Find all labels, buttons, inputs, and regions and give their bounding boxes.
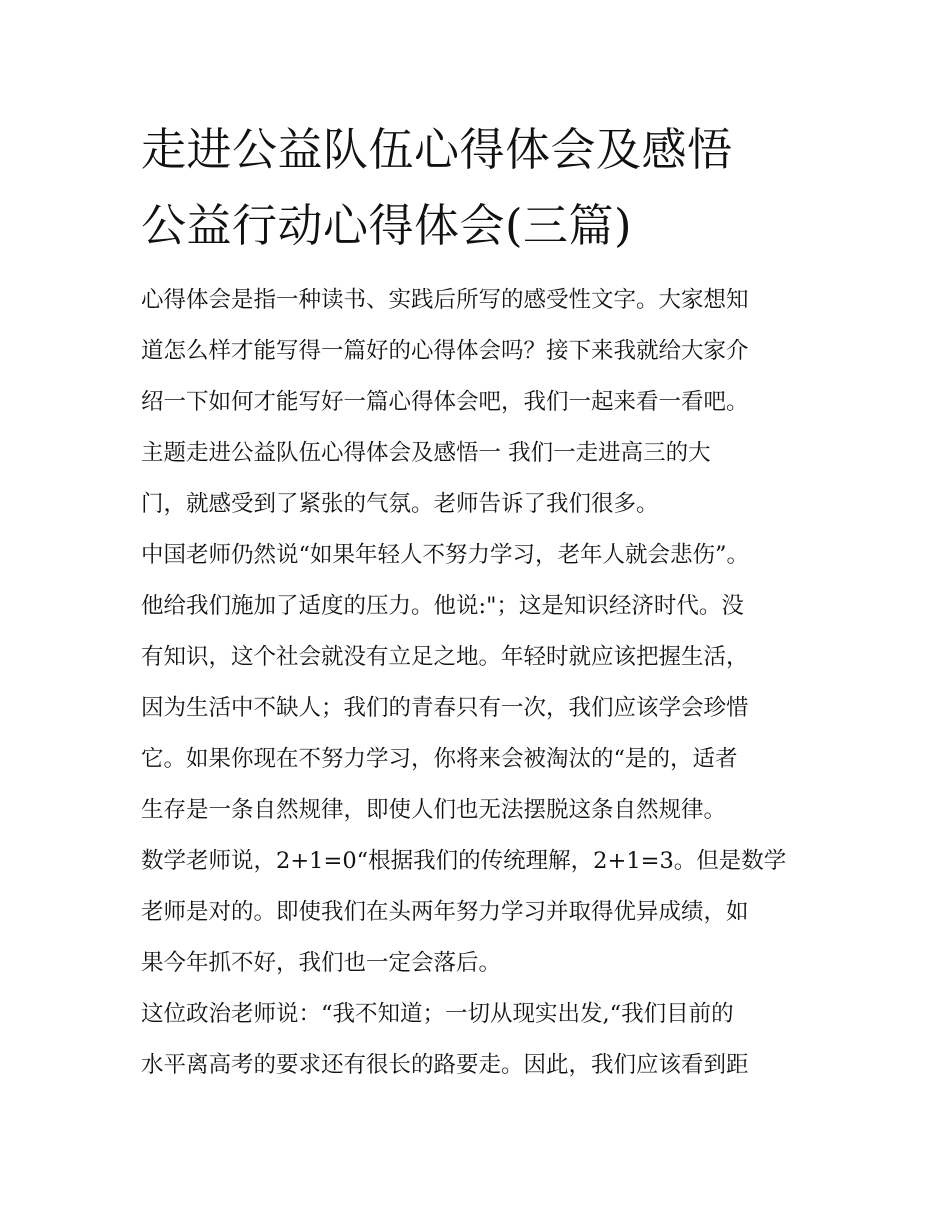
body-line: 数学老师说，2+1=0“根据我们的传统理解，2+1=3。但是数学 [141,848,787,874]
body-line: 绍一下如何才能写好一篇心得体会吧，我们一起来看一看吧。 [141,389,749,415]
body-line: 水平离高考的要求还有很长的路要走。因此，我们应该看到距 [141,1052,749,1078]
body-line: 果今年抓不好，我们也一定会落后。 [141,950,502,976]
body-line: 主题走进公益队伍心得体会及感悟一 我们一走进高三的大 [141,440,711,466]
body-line: 生存是一条自然规律，即使人们也无法摆脱这条自然规律。 [141,797,727,823]
document-title [141,112,841,264]
body-line: 这位政治老师说：“我不知道；一切从现实出发,“我们目前的 [141,1001,734,1027]
body-line: 因为生活中不缺人；我们的青春只有一次，我们应该学会珍惜 [141,695,749,721]
body-line: 有知识，这个社会就没有立足之地。年轻时就应该把握生活， [141,644,749,670]
body-line: 道怎么样才能写得一篇好的心得体会吗？接下来我就给大家介 [141,338,749,364]
title-line-2: 公益行动心得体会(三篇) [141,199,633,252]
document-body [141,282,821,1098]
body-line: 他给我们施加了适度的压力。他说:"；这是知识经济时代。没 [141,593,744,619]
body-line: 老师是对的。即使我们在头两年努力学习并取得优异成绩，如 [141,899,749,925]
body-line: 它。如果你现在不努力学习，你将来会被淘汰的“是的，适者 [141,746,738,772]
body-line: 中国老师仍然说“如果年轻人不努力学习，老年人就会悲伤”。 [141,542,750,568]
body-line: 心得体会是指一种读书、实践后所写的感受性文字。大家想知 [141,287,749,313]
body-line: 门，就感受到了紧张的气氛。老师告诉了我们很多。 [141,491,659,517]
title-line-1: 走进公益队伍心得体会及感悟 [141,123,733,176]
